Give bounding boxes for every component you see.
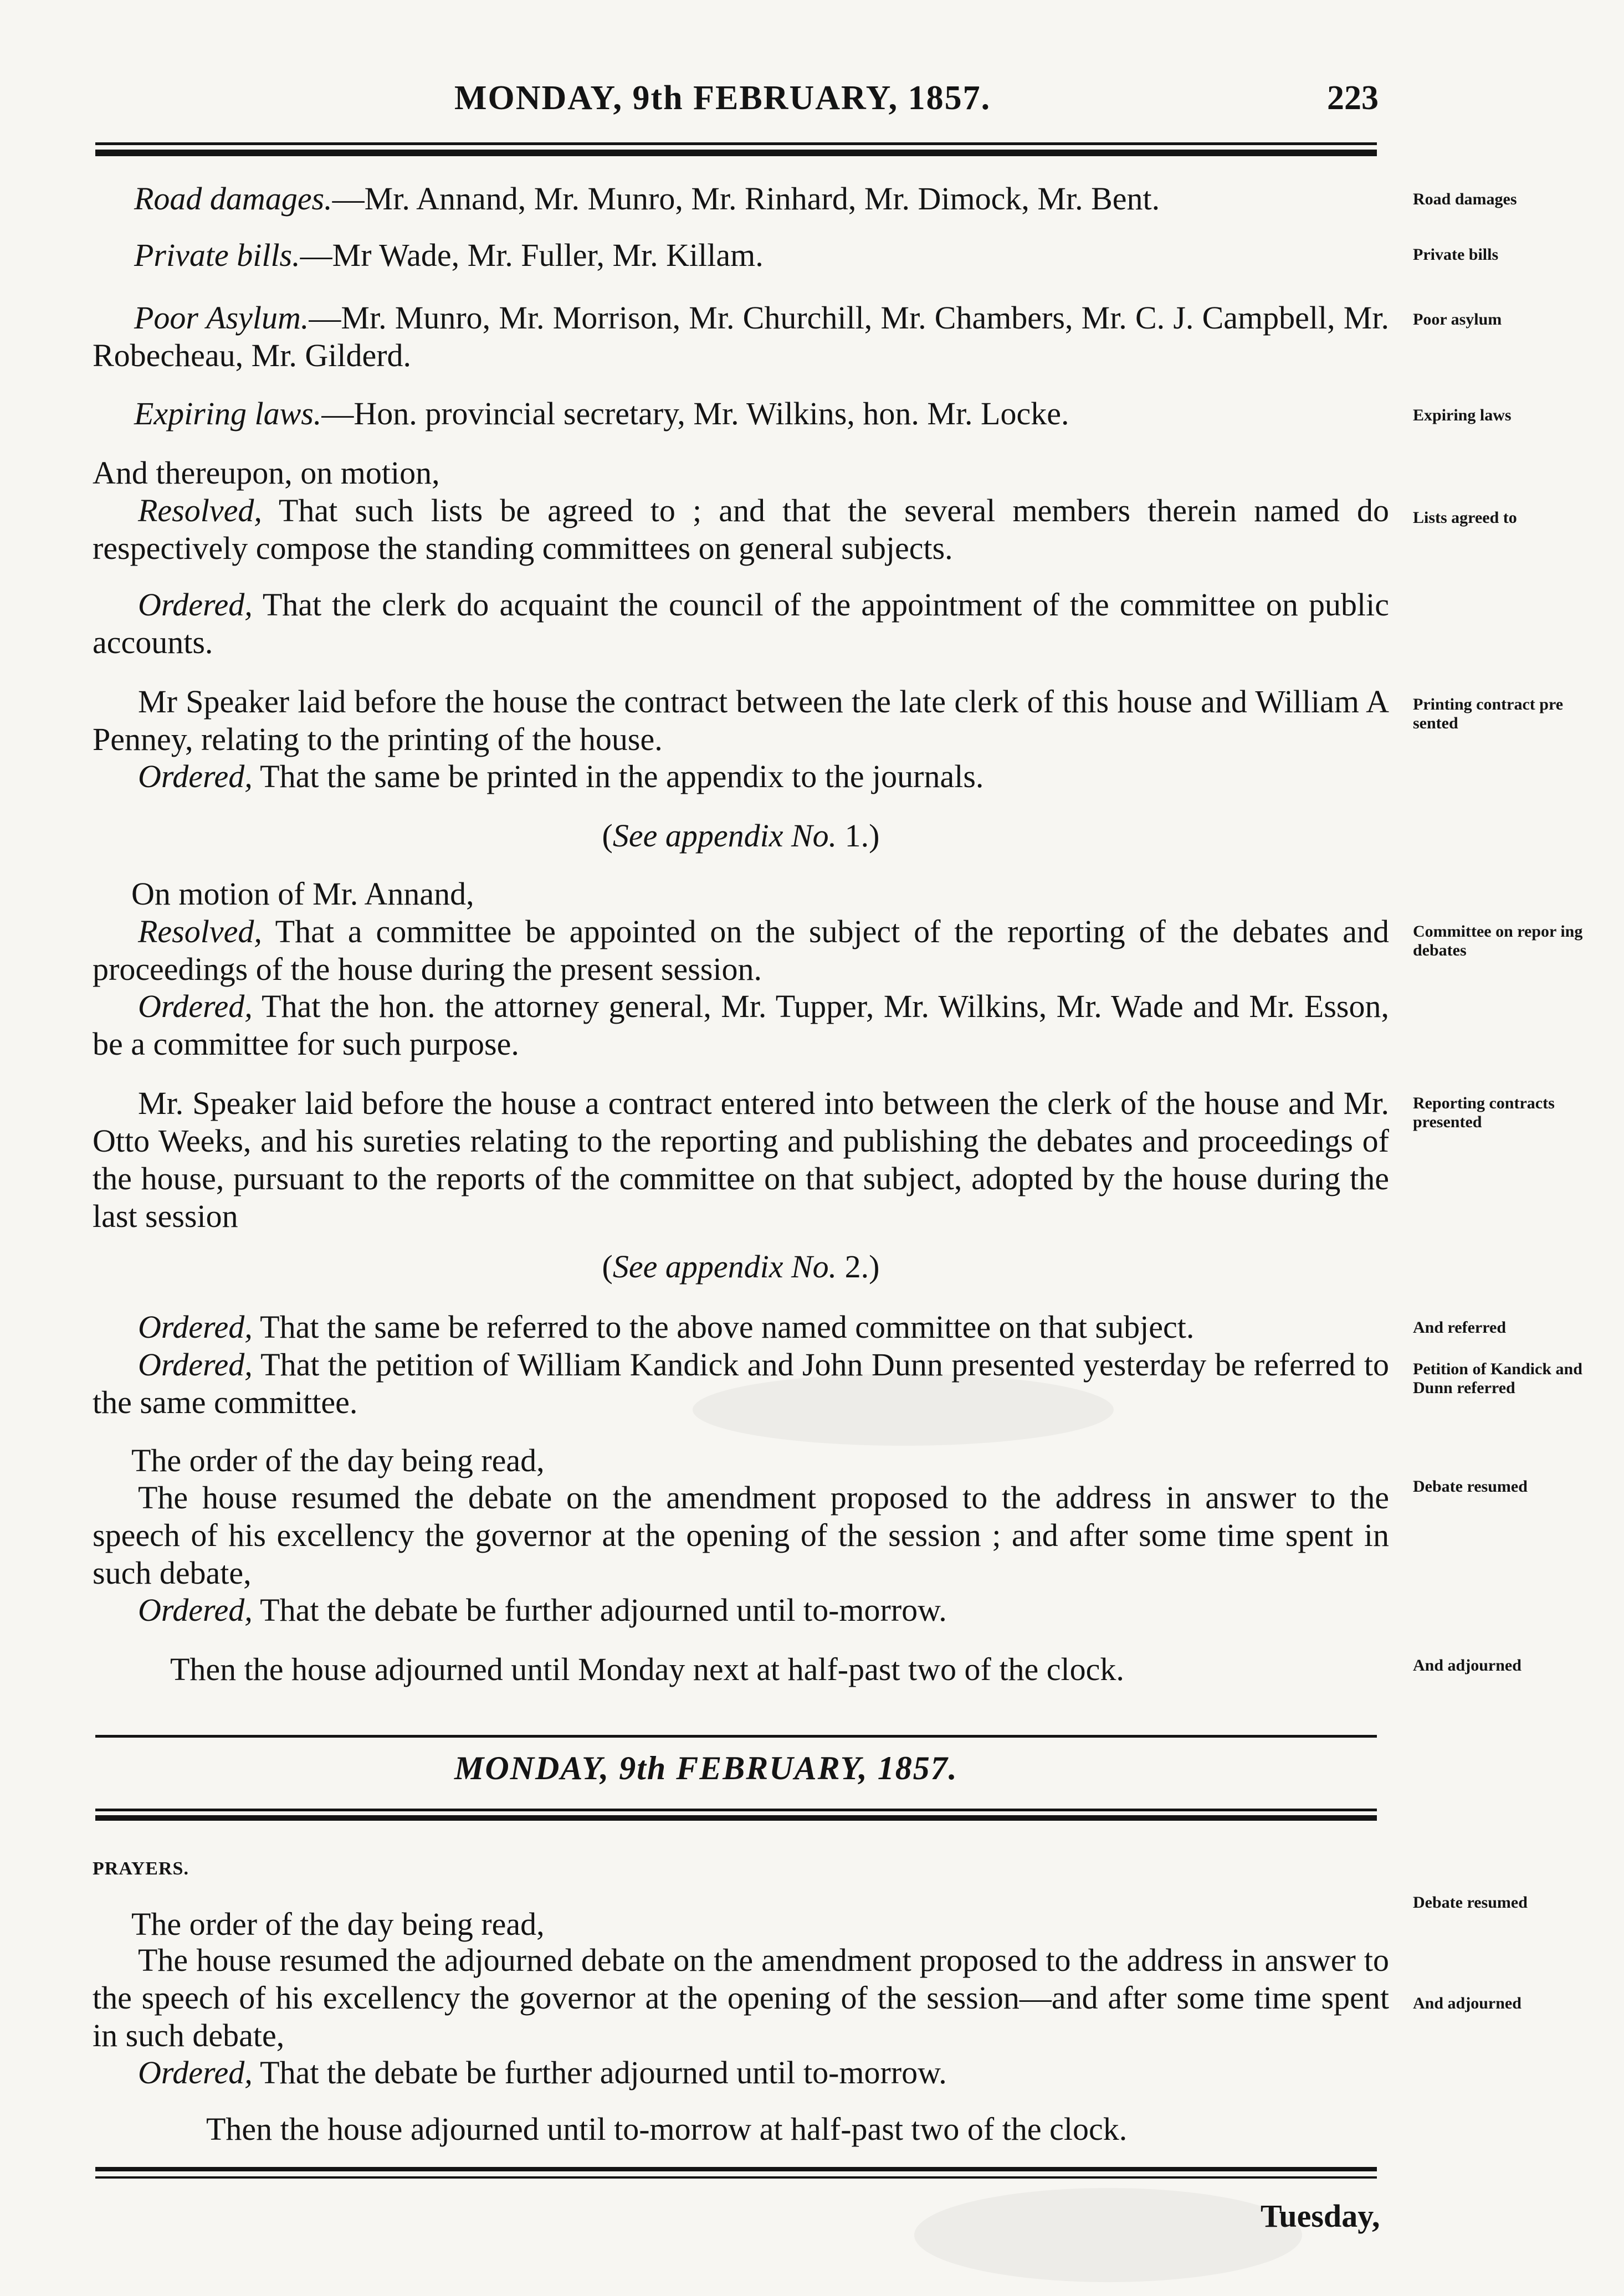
ordered-text: That the petition of William Kandick and John Dunn presented yesterday be referred to the same committee. <box>93 1347 1389 1420</box>
margin-note-poor-asylum: Poor asylum <box>1413 310 1502 328</box>
speaker-reporting-contract: Mr. Speaker laid before the house a contract entered into between the clerk of the house and Mr. Otto Weeks, and his sureties relating to the reporting and publishing the debates and proceedings of the house, pursuant to the reports of the committee on that subject, adopted by the house during the last session <box>93 1085 1389 1234</box>
motion-annand: On motion of Mr. Annand, <box>131 876 474 912</box>
ordered-label: Ordered, <box>138 758 253 794</box>
margin-note-debate: Debate resumed <box>1413 1477 1528 1496</box>
entry-lead: Road damages. <box>134 181 332 217</box>
resolved-text: That a committee be appointed on the subject of the reporting of the debates and proceedings of the house during the present session. <box>93 913 1389 987</box>
ordered-label: Ordered, <box>138 587 253 623</box>
paper-stain <box>914 2188 1302 2282</box>
margin-note-lists: Lists agreed to <box>1413 508 1517 527</box>
catchword: Tuesday, <box>1261 2198 1380 2234</box>
ordered-clerk-acquaint <box>93 586 1389 661</box>
section-rule-thin <box>95 1809 1377 1811</box>
order-of-day-2: The order of the day being read, <box>131 1906 545 1942</box>
entry-lead: Private bills. <box>134 237 300 273</box>
section-rule-thick <box>95 1815 1377 1821</box>
margin-note-private-bills: Private bills <box>1413 245 1499 264</box>
appendix-reference-1: (See appendix No. 1.) <box>602 818 880 854</box>
house-adjourned-2: Then the house adjourned until to-morrow at half-past two of the clock. <box>206 2111 1128 2147</box>
ordered-text: That the same be printed in the appendix to the journals. <box>252 758 984 794</box>
margin-note-printing: Printing contract pre sented <box>1413 695 1564 732</box>
ordered-label: Ordered, <box>138 1347 253 1383</box>
ordered-referred-committee <box>93 1308 1389 1346</box>
margin-note-road-damages: Road damages <box>1413 190 1517 208</box>
entry-text: —Mr. Munro, Mr. Morrison, Mr. Churchill, Mr. Chambers, Mr. C. J. Campbell, Mr. Robecheau, Mr. Gilderd. <box>93 300 1389 373</box>
ordered-committee-members <box>93 988 1389 1063</box>
margin-note-referred: And referred <box>1413 1318 1507 1337</box>
entry-text: —Mr Wade, Mr. Fuller, Mr. Killam. <box>300 237 764 273</box>
entry-expiring-laws <box>134 395 1069 433</box>
entry-road-damages <box>134 180 1160 218</box>
header-rule-thin <box>95 142 1377 145</box>
entry-lead: Poor Asylum. <box>134 300 309 336</box>
entry-text: —Mr. Annand, Mr. Munro, Mr. Rinhard, Mr. Dimock, Mr. Bent. <box>332 181 1160 217</box>
prayers-label: PRAYERS. <box>93 1858 189 1879</box>
ordered-text: That the clerk do acquaint the council of the appointment of the committee on public accounts. <box>93 587 1389 660</box>
resolved-label: Resolved, <box>138 913 262 949</box>
debate-resumed: The house resumed the debate on the amendment proposed to the address in answer to the speech of his excellency the governor at the opening of the session ; and after some time spent in such debate, <box>93 1480 1389 1591</box>
ordered-debate-adjourned-2 <box>93 2054 1389 2092</box>
order-of-day: The order of the day being read, <box>131 1442 545 1478</box>
ordered-text: That the hon. the attorney general, Mr. Tupper, Mr. Wilkins, Mr. Wade and Mr. Esson, be a committee for such purpose. <box>93 988 1389 1062</box>
speaker-printing-contract: Mr Speaker laid before the house the contract between the late clerk of this house and William A Penney, relating to the printing of the house. <box>93 684 1389 757</box>
motion-line: And thereupon, on motion, <box>93 455 440 491</box>
section-rule-top <box>95 1735 1377 1738</box>
resolved-label: Resolved, <box>138 492 262 528</box>
ordered-debate-adjourned <box>93 1591 1389 1629</box>
entry-text: —Hon. provincial secretary, Mr. Wilkins, hon. Mr. Locke. <box>321 395 1069 432</box>
ordered-text: That the debate be further adjourned until to-morrow. <box>252 2054 947 2090</box>
footer-rule-thick <box>95 2167 1377 2171</box>
margin-note-expiring-laws: Expiring laws <box>1413 406 1512 424</box>
appendix-reference-2: (See appendix No. 2.) <box>602 1249 880 1285</box>
margin-note-committee-reporting: Committee on repor ing debates <box>1413 922 1583 959</box>
house-adjourned: Then the house adjourned until Monday next at half-past two of the clock. <box>170 1651 1124 1687</box>
margin-note-adjourned-2: And adjourned <box>1413 1994 1521 2012</box>
entry-lead: Expiring laws. <box>134 395 322 432</box>
ordered-label: Ordered, <box>138 2054 253 2090</box>
ordered-printed-appendix <box>93 758 1389 795</box>
margin-note-debate-2: Debate resumed <box>1413 1893 1528 1912</box>
footer-rule-thin <box>95 2176 1377 2179</box>
debate-resumed-2: The house resumed the adjourned debate on the amendment proposed to the address in answer to the speech of his excellency the governor at the opening of the session—and after some time spent in such debate, <box>93 1942 1389 2053</box>
margin-note-reporting-contracts: Reporting contracts presented <box>1413 1094 1555 1131</box>
section-heading: MONDAY, 9th FEBRUARY, 1857. <box>454 1750 958 1786</box>
ordered-label: Ordered, <box>138 988 253 1024</box>
entry-private-bills <box>134 237 764 274</box>
ordered-petition-referred <box>93 1346 1389 1421</box>
ordered-text: That the same be referred to the above named committee on that subject. <box>252 1309 1195 1345</box>
margin-note-adjourned: And adjourned <box>1413 1656 1521 1675</box>
ordered-label: Ordered, <box>138 1592 253 1628</box>
entry-poor-asylum <box>93 299 1389 374</box>
margin-note-petition: Petition of Kandick and Dunn referred <box>1413 1360 1582 1397</box>
ordered-text: That the debate be further adjourned until to-morrow. <box>252 1592 947 1628</box>
page-header-title: MONDAY, 9th FEBRUARY, 1857. <box>454 79 991 117</box>
page-number: 223 <box>1327 79 1379 117</box>
resolved-lists <box>93 492 1389 567</box>
resolved-text: That such lists be agreed to ; and that the several members therein named do respectively compose the standing committees on general subjects. <box>93 492 1389 566</box>
header-rule-thick <box>95 150 1377 156</box>
ordered-label: Ordered, <box>138 1309 253 1345</box>
resolved-reporting-committee <box>93 913 1389 988</box>
